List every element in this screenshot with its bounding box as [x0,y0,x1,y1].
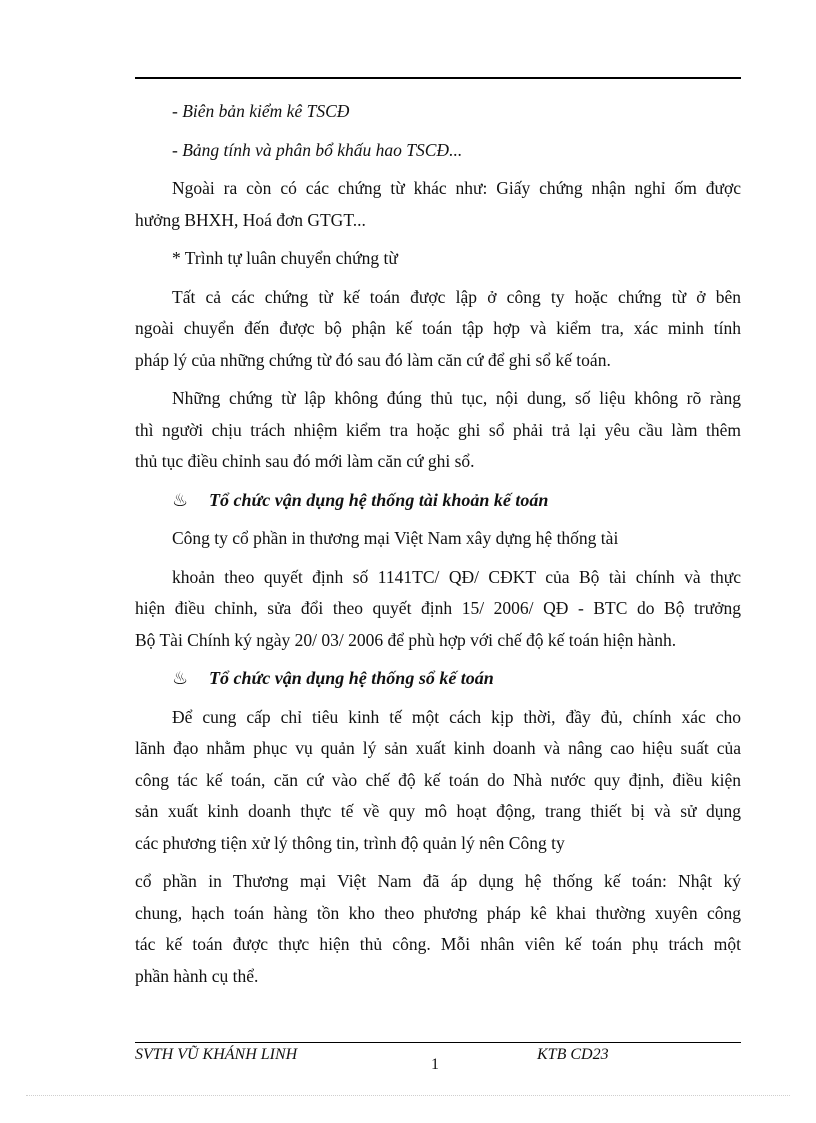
paragraph-line: Bộ Tài Chính ký ngày 20/ 03/ 2006 để phù hợp với chế độ kế toán hiện hành. [135,629,677,650]
section-heading [135,485,741,517]
footer-author: SVTH VŨ KHÁNH LINH [135,1046,298,1063]
document-body [135,96,741,992]
header-rule [135,77,741,79]
page-edge-dotted-line [26,1095,790,1096]
list-item: - Biên bản kiểm kê TSCĐ [172,101,350,121]
paragraph-line: thì người chịu trách nhiệm kiểm tra hoặc ghi sổ phải trả lại yêu cầu làm thêm [135,419,741,440]
section-title: * Trình tự luân chuyển chứng từ [172,248,398,268]
paragraph-line: khoản theo quyết định số 1141TC/ QĐ/ CĐKT của Bộ tài chính và thực [172,566,741,587]
page-footer [135,1046,741,1086]
paragraph-line: Công ty cổ phần in thương mại Việt Nam xây dựng hệ thống tài [172,528,619,548]
paragraph-line: Những chứng từ lập không đúng thủ tục, nội dung, số liệu không rõ ràng [172,388,741,408]
section-heading-text: Tổ chức vận dụng hệ thống tài khoản kế toán [209,489,549,510]
page-number: 1 [431,1056,439,1073]
paragraph-line: lãnh đạo nhằm phục vụ quản lý sản xuất kinh doanh và nâng cao hiệu suất của [135,738,741,758]
paragraph-line: Tất cả các chứng từ kế toán được lập ở công ty hoặc chứng từ ở bên [172,286,741,307]
paragraph-line: Ngoài ra còn có các chứng từ khác như: Giấy chứng nhận nghỉ ốm được [172,178,741,198]
paragraph-line: phần hành cụ thể. [135,965,259,986]
paragraph-line: chung, hạch toán hàng tồn kho theo phương pháp kê khai thường xuyên công [135,902,741,923]
paragraph-line: sản xuất kinh doanh thực tế về quy mô hoạt động, trang thiết bị và sử dụng [135,801,741,821]
paragraph-line: ngoài chuyển đến được bộ phận kế toán tập hợp và kiểm tra, xác minh tính [135,318,741,338]
paragraph-line: tác kế toán được thực hiện thủ công. Mỗi nhân viên kế toán phụ trách một [135,934,741,954]
section-heading [135,663,741,695]
hand-pointer-icon: ♨ [172,489,189,510]
paragraph-line: Để cung cấp chỉ tiêu kinh tế một cách kịp thời, đầy đủ, chính xác cho [172,706,741,727]
paragraph-line: các phương tiện xử lý thông tin, trình độ quản lý nên Công ty [135,832,565,853]
section-heading-text: Tổ chức vận dụng hệ thống sổ kế toán [209,668,494,688]
paragraph-line: hiện điều chỉnh, sửa đổi theo quyết định 15/ 2006/ QĐ - BTC do Bộ trưởng [135,598,741,618]
paragraph-line: thủ tục điều chỉnh sau đó mới làm căn cứ ghi sổ. [135,451,475,471]
hand-pointer-icon: ♨ [172,668,189,688]
paragraph-line: cổ phần in Thương mại Việt Nam đã áp dụng hệ thống kế toán: Nhật ký [135,871,741,891]
paragraph-line: công tác kế toán, căn cứ vào chế độ kế toán do Nhà nước quy định, điều kiện [135,769,741,790]
paragraph-line: pháp lý của những chứng từ đó sau đó làm căn cứ để ghi sổ kế toán. [135,349,611,370]
paragraph-line: hưởng BHXH, Hoá đơn GTGT... [135,209,366,230]
footer-class-code: KTB CD23 [537,1046,609,1063]
list-item: - Bảng tính và phân bổ khấu hao TSCĐ... [172,139,463,160]
footer-rule [135,1042,741,1043]
